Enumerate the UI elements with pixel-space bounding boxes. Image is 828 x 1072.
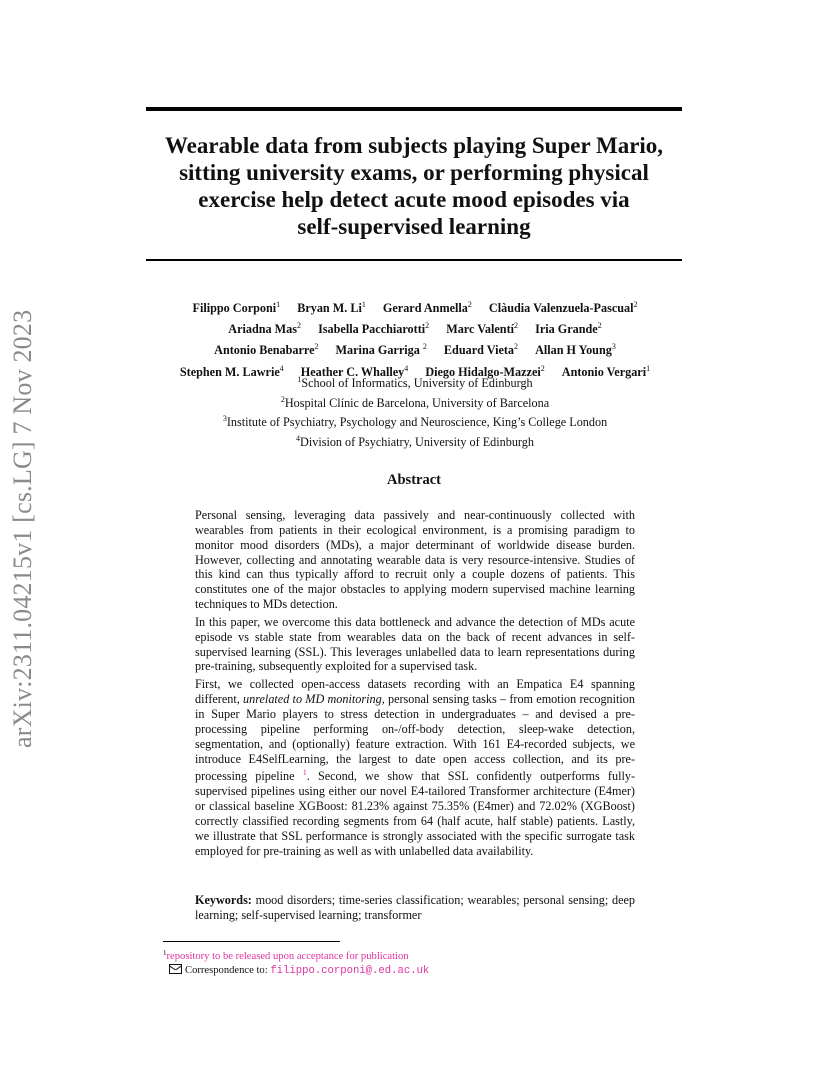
footnote-rule [163, 941, 340, 942]
author: Gerard Anmella$^2$ [382, 300, 472, 315]
author: Iria Grande$^2$ [535, 321, 602, 337]
abstract-paragraph: First, we collected open-access datasets recording with an Empatica E4 spanning different, unrelated to MD monitoring, personal sensing tasks – from emotion recognition in Super Mario players to stress detection in undergraduates – and devised a pre-processing pipeline performing on-/off-body detection, sleep-wake detection, segmentation, and (optionally) feature extraction. With 161 E4-recorded subjects, we introduce E4SelfLearning, the largest to date open access collection, and its pre-processing pipeline $^1$. Second, we show that SSL confidently outperforms fully-supervised pipelines using either our novel E4-tailored Transformer architecture (E4mer) or classical baseline XGBoost: 81.23% against 75.35% (E4mer) and 72.02% (XGBoost) correctly classified recording segments from 64 (half acute, half stable) patients. Lastly, we illustrate that SSL performance is strongly associated with the specific surrogate task employed for pre-training as well as with unlabelled data availability. [195, 677, 635, 858]
author: Allan H Young$^3$ [535, 342, 616, 358]
author: Filippo Corponi$^1$ [192, 300, 281, 315]
footnote-link[interactable]: 1 [302, 768, 307, 778]
author-row [120, 296, 710, 317]
abstract-body [195, 508, 635, 861]
title-bottom-rule [146, 259, 682, 261]
author: Eduard Vieta$^2$ [443, 342, 519, 358]
correspondence-email-link[interactable]: filippo.corponi@.ed.ac.uk [270, 965, 430, 977]
envelope-icon [169, 964, 182, 974]
top-rule [146, 107, 682, 111]
keywords [195, 893, 635, 923]
arxiv-identifier: arXiv:2311.04215v1 [cs.LG] 7 Nov 2023 [8, 309, 37, 748]
author: Antonio Vergari$^1$ [561, 363, 651, 379]
author-row [120, 317, 710, 338]
paper-title [150, 132, 678, 240]
author: Ariadna Mas$^2$ [228, 321, 302, 337]
abstract-paragraph: Personal sensing, leveraging data passively and near-continuously collected with wearables from patients in their ecological environment, is a promising paradigm to monitor mood disorders (MDs), a major determinant of worldwide disease burden. However, collecting and annotating wearable data is very resource-intensive. Studies of this kind can thus typically afford to recruit only a couple dozens of patients. This constitutes one of the major obstacles to applying modern supervised machine learning techniques to MDs detection. [195, 508, 635, 612]
correspondence-line: Correspondence to: filippo.corponi@.ed.ac.uk [163, 964, 663, 978]
footnote-1[interactable]: $^1$repository to be released upon acceptance for publication [163, 949, 409, 962]
author: Clàudia Valenzuela-Pascual$^2$ [488, 300, 638, 315]
author: Marc Valentí$^2$ [446, 321, 519, 337]
author: Isabella Pacchiarotti$^2$ [318, 321, 430, 337]
author-row [120, 338, 710, 359]
title-line: sitting university exams, or performing physical [179, 160, 649, 185]
author-list [120, 296, 710, 381]
author: Heather C. Whalley$^4$ [300, 363, 409, 379]
affiliation: $^4$Division of Psychiatry, University of Edinburgh [296, 433, 534, 449]
affiliation: $^3$Institute of Psychiatry, Psychology and Neuroscience, King’s College London [222, 414, 608, 430]
affiliation: $^2$Hospital Clínic de Barcelona, University of Barcelona [280, 394, 550, 410]
author: Bryan M. Li$^1$ [297, 300, 366, 315]
affiliation: $^1$School of Informatics, University of Edinburgh [297, 375, 533, 390]
abstract-heading: Abstract [387, 472, 441, 488]
keywords-text: mood disorders; time-series classification; wearables; personal sensing; deep learning; self-supervised learning; transformer [195, 893, 635, 922]
title-line: Wearable data from subjects playing Super Mario, [164, 133, 664, 158]
affiliation-list [120, 372, 710, 450]
abstract-paragraph: In this paper, we overcome this data bottleneck and advance the detection of MDs acute episode vs stable state from wearables data on the back of recent advances in self-supervised learning (SSL). This leverages unlabelled data to learn representations during pre-training, subsequently exploited for a supervised task. [195, 614, 635, 674]
author: Antonio Benabarre$^2$ [214, 342, 319, 358]
author: Diego Hidalgo-Mazzei$^2$ [425, 363, 545, 379]
keywords-label: Keywords: [195, 893, 252, 907]
author: Marina Garriga $^2$ [335, 342, 427, 358]
emphasis-text: unrelated to MD monitoring [243, 692, 382, 707]
footnotes [163, 946, 663, 978]
title-line: exercise help detect acute mood episodes via [198, 187, 630, 212]
author: Stephen M. Lawrie$^4$ [179, 363, 284, 379]
title-line: self-supervised learning [297, 214, 531, 239]
